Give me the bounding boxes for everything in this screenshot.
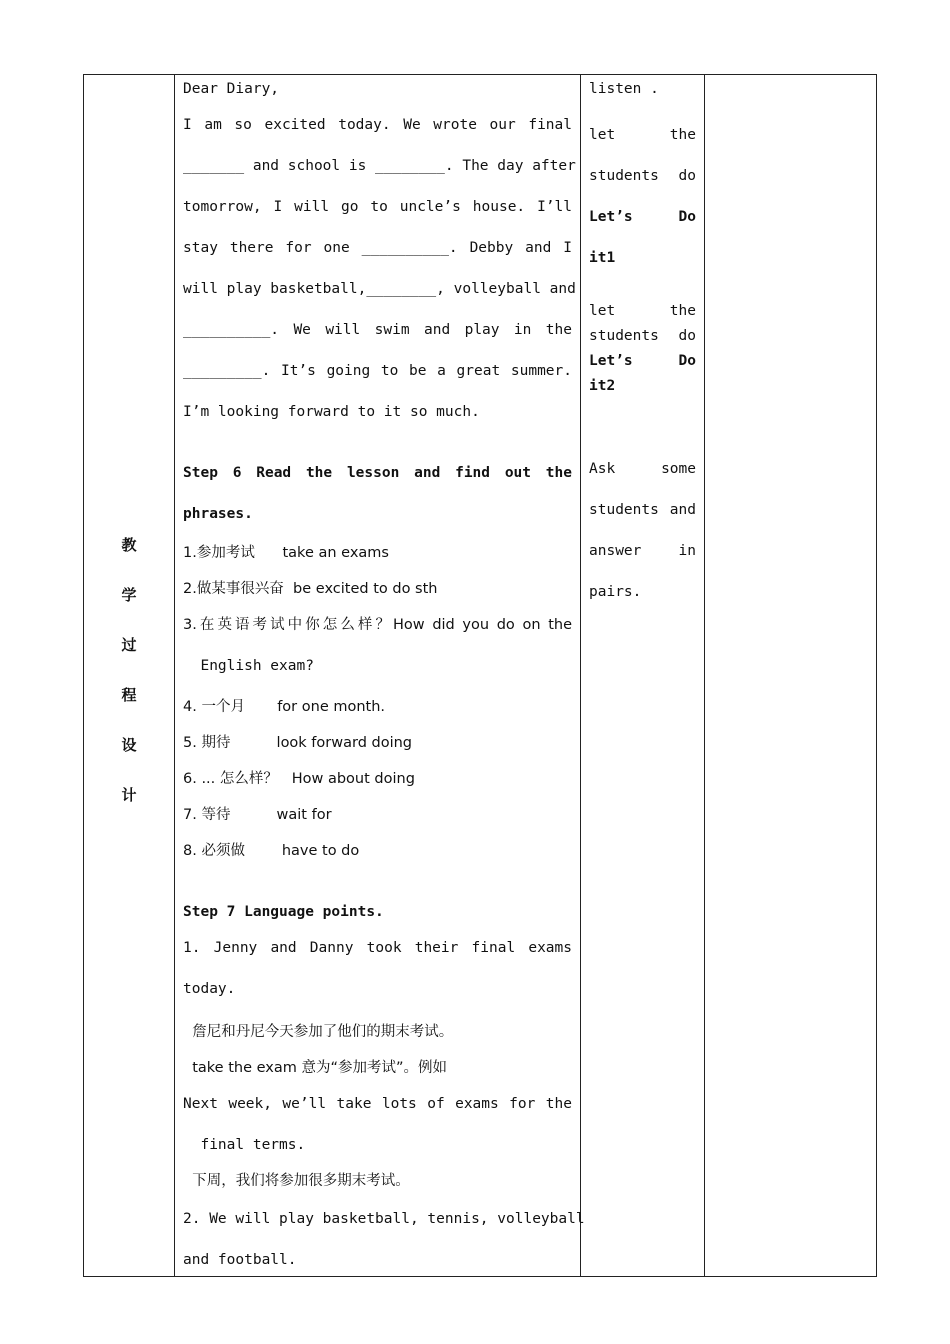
step6-title-cont: phrases. xyxy=(183,506,253,522)
content-cell xyxy=(175,75,585,1277)
language-point-line: and football. xyxy=(183,1252,297,1268)
diary-greeting: Dear Diary, xyxy=(183,81,280,97)
language-point-line: take the exam 意为“参加考试”。例如 xyxy=(183,1060,447,1076)
section-label-char: 计 xyxy=(121,786,137,804)
step6-title: Step 6 Read the lesson and find out the xyxy=(183,465,572,481)
section-label xyxy=(84,534,174,807)
phrase-item: 8. 必须做 have to do xyxy=(183,843,360,859)
note-line: answer in xyxy=(589,543,696,559)
language-point-line: 1. Jenny and Danny took their final exams xyxy=(183,940,572,956)
section-label-char: 设 xyxy=(121,736,137,754)
language-point-line: Next week, we’ll take lots of exams for the xyxy=(183,1096,572,1112)
diary-line: __________. We will swim and play in the xyxy=(183,322,572,338)
note-line: students do xyxy=(589,168,696,184)
section-label-char: 教 xyxy=(121,536,137,554)
section-label-char: 学 xyxy=(121,586,137,604)
language-point-line: final terms. xyxy=(183,1137,306,1153)
phrase-item: 1.参加考试 take an exams xyxy=(183,545,389,561)
phrase-item: 6. ... 怎么样？ How about doing xyxy=(183,771,415,787)
phrase-item: 2.做某事很兴奋 be excited to do sth xyxy=(183,581,438,597)
diary-line: _______ and school is ________. The day after xyxy=(183,158,576,174)
diary-line: will play basketball,________, volleyball and xyxy=(183,281,576,297)
language-point-line: today. xyxy=(183,981,236,997)
diary-line: I’m looking forward to it so much. xyxy=(183,404,480,420)
diary-line: tomorrow, I will go to uncle’s house. I’ll xyxy=(183,199,572,215)
note-line: Let’s Do xyxy=(589,353,696,369)
note-line: Let’s Do xyxy=(589,209,696,225)
note-line: it2 xyxy=(589,378,616,394)
diary-line: _________. It’s going to be a great summer. xyxy=(183,363,572,379)
diary-line: I am so excited today. We wrote our final xyxy=(183,117,572,133)
section-label-cell xyxy=(84,75,175,1277)
note-line: let the xyxy=(589,303,696,319)
section-label-char: 过 xyxy=(121,636,137,654)
note-line: let the xyxy=(589,127,696,143)
language-point-line: 下周，我们将参加很多期末考试。 xyxy=(183,1173,410,1189)
phrase-item: English exam? xyxy=(183,658,314,674)
lesson-plan-table xyxy=(83,74,877,1277)
notes-cell xyxy=(705,75,877,1277)
language-point-line: 詹尼和丹尼今天参加了他们的期末考试。 xyxy=(183,1024,454,1040)
phrase-item: 3.在英语考试中你怎么样？How did you do on the xyxy=(183,617,572,633)
step7-title: Step 7 Language points. xyxy=(183,904,384,920)
diary-line: stay there for one __________. Debby and I xyxy=(183,240,572,256)
phrase-item: 4. 一个月 for one month. xyxy=(183,699,386,715)
phrase-item: 7. 等待 wait for xyxy=(183,807,332,823)
note-line: it1 xyxy=(589,250,616,266)
note-line: students and xyxy=(589,502,696,518)
note-listen: listen . xyxy=(589,81,659,97)
section-label-char: 程 xyxy=(121,686,137,704)
note-line: Ask some xyxy=(589,461,696,477)
note-line: students do xyxy=(589,328,696,344)
language-point-line: 2. We will play basketball, tennis, volleyball xyxy=(183,1211,585,1227)
activity-cell xyxy=(581,75,705,1277)
phrase-item: 5. 期待 look forward doing xyxy=(183,735,413,751)
note-line: pairs. xyxy=(589,584,642,600)
